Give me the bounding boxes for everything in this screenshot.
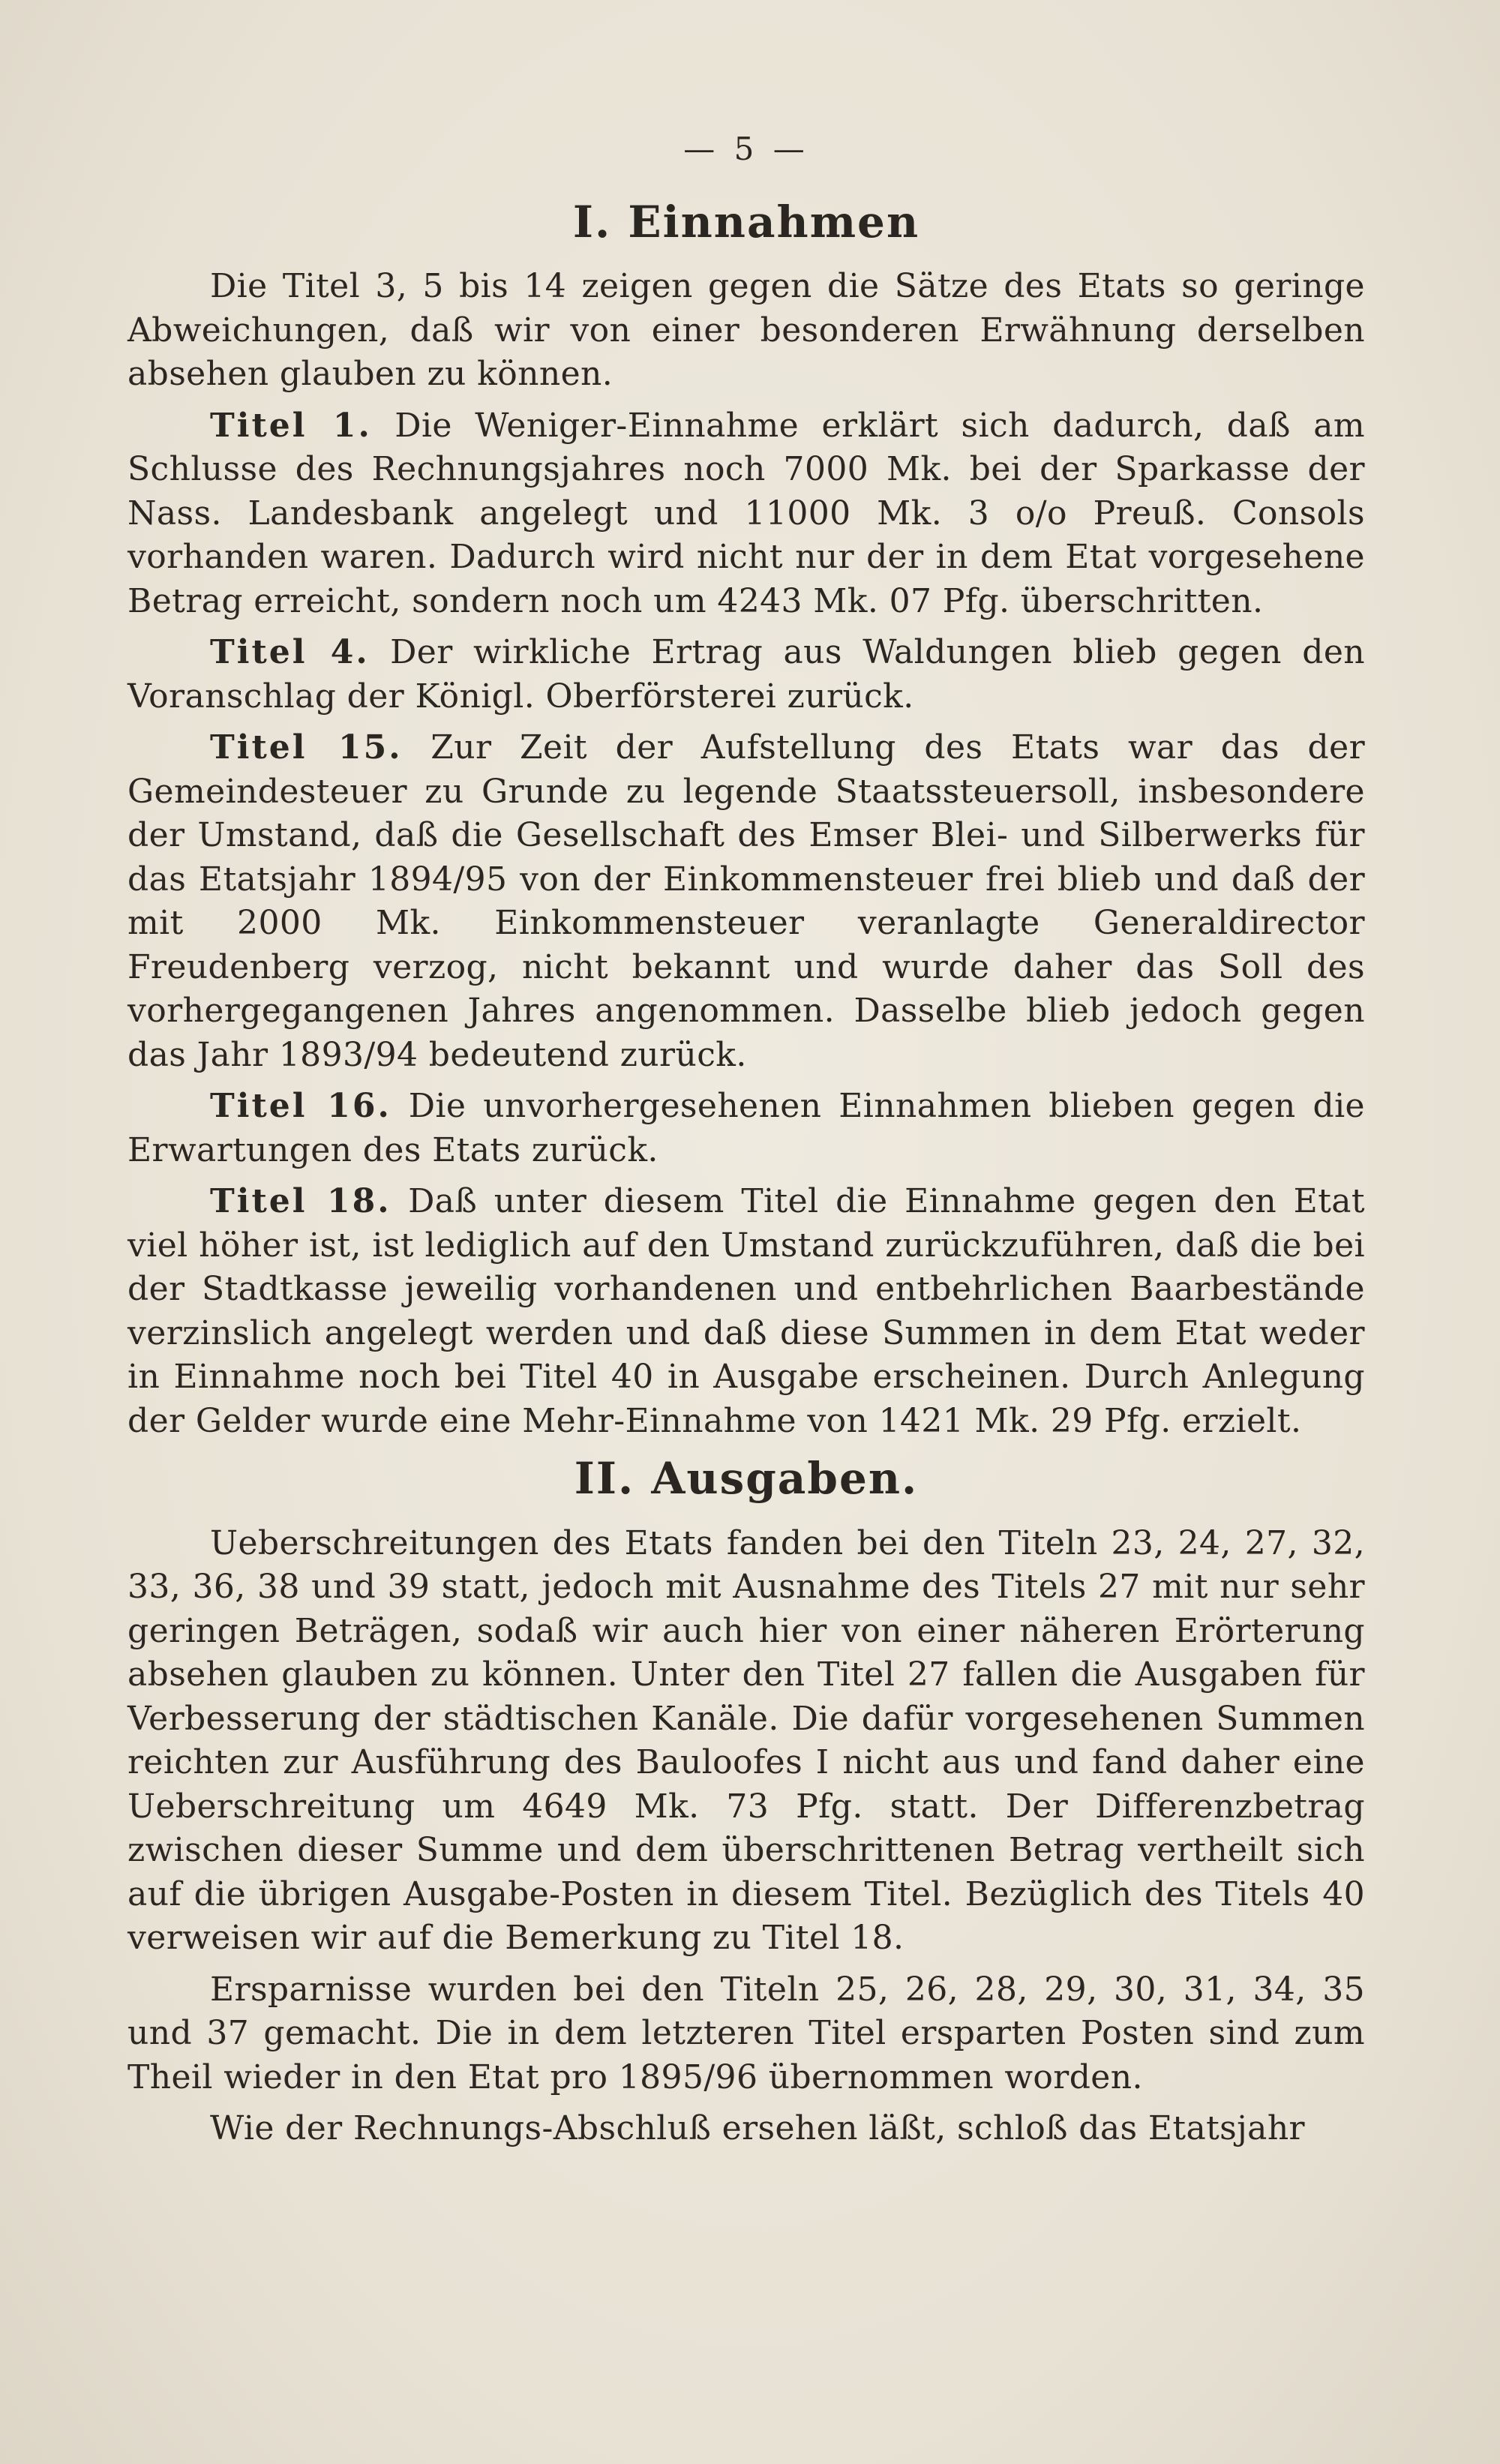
section-heading-einnahmen: I. Einnahmen — [572, 196, 920, 248]
intro-paragraph: Die Titel 3, 5 bis 14 zeigen gegen die Sätze des Etats so geringe Abweichungen, daß wir von einer besonderen Erwähnung derselben absehen glauben zu können. — [128, 267, 1365, 393]
ausgaben-paragraph: Ersparnisse wurden bei den Titeln 25, 26, 28, 29, 30, 31, 34, 35 und 37 gemacht. Die in dem letzteren Titel ersparten Posten sind zum Theil wieder in den Etat pro 1895/96 übernommen worden. — [128, 1970, 1365, 2096]
titel-label: Titel 18. — [210, 1182, 392, 1220]
titel-15-paragraph — [128, 726, 1365, 1077]
titel-text: Die Weniger-Einnahme erklärt sich dadurch, daß am Schlusse des Rechnungsjahres noch 7000 Mk. bei der Sparkasse der Nass. Landesbank angelegt und 11000 Mk. 3 o/o Preuß. Consols vorhanden waren. Dadurch wird nicht nur der in dem Etat vorgesehene Betrag erreicht, sondern noch um 4243 Mk. 07 Pfg. überschritten. — [128, 406, 1365, 620]
titel-label: Titel 16. — [210, 1087, 392, 1125]
titel-text: Daß unter diesem Titel die Einnahme gegen den Etat viel höher ist, ist lediglich auf den Umstand zurückzuführen, daß die bei der Stadtkasse jeweilig vorhandenen und entbehrlichen Baarbestände verzinslich angelegt werden und daß diese Summen in dem Etat weder in Einnahme noch bei Titel 40 in Ausgabe erscheinen. Durch Anlegung der Gelder wurde eine Mehr-Einnahme von 1421 Mk. 29 Pfg. erzielt. — [128, 1182, 1365, 1440]
titel-1-paragraph — [128, 404, 1365, 624]
titel-18-paragraph — [128, 1180, 1365, 1443]
page-number: — 5 — — [683, 131, 809, 167]
titel-text: Die unvorhergesehenen Einnahmen blieben gegen die Erwartungen des Etats zurück. — [128, 1087, 1365, 1169]
section-heading-ausgaben: II. Ausgaben. — [574, 1453, 919, 1504]
page-content — [128, 128, 1365, 2159]
titel-label: Titel 1. — [210, 406, 372, 445]
ausgaben-paragraph: Wie der Rechnungs-Abschluß ersehen läßt, schloß das Etatsjahr — [210, 2109, 1305, 2147]
titel-text: Zur Zeit der Aufstellung des Etats war das der Gemeindesteuer zu Grunde zu legende Staatssteuersoll, insbesondere der Umstand, daß die Gesellschaft des Emser Blei- und Silberwerks für das Etatsjahr 1894/95 von der Einkommensteuer frei blieb und daß der mit 2000 Mk. Einkommensteuer veranlagte Generaldirector Freudenberg verzog, nicht bekannt und wurde daher das Soll des vorhergegangenen Jahres angenommen. Dasselbe blieb jedoch gegen das Jahr 1893/94 bedeutend zurück. — [128, 728, 1365, 1074]
titel-16-paragraph — [128, 1085, 1365, 1172]
titel-text: Der wirkliche Ertrag aus Waldungen blieb gegen den Voranschlag der Königl. Oberförsterei zurück. — [128, 633, 1365, 716]
titel-4-paragraph — [128, 631, 1365, 719]
titel-label: Titel 15. — [210, 728, 403, 767]
titel-label: Titel 4. — [210, 633, 370, 671]
ausgaben-paragraph: Ueberschreitungen des Etats fanden bei den Titeln 23, 24, 27, 32, 33, 36, 38 und 39 statt, jedoch mit Ausnahme des Titels 27 mit nur sehr geringen Beträgen, sodaß wir auch hier von einer näheren Erörterung absehen glauben zu können. Unter den Titel 27 fallen die Ausgaben für Verbesserung der städtischen Kanäle. Die dafür vorgesehenen Summen reichten zur Ausführung des Bauloofes I nicht aus und fand daher eine Ueberschreitung um 4649 Mk. 73 Pfg. statt. Der Differenzbetrag zwischen dieser Summe und dem überschrittenen Betrag vertheilt sich auf die übrigen Ausgabe-Posten in diesem Titel. Bezüglich des Titels 40 verweisen wir auf die Bemerkung zu Titel 18. — [128, 1523, 1365, 1957]
